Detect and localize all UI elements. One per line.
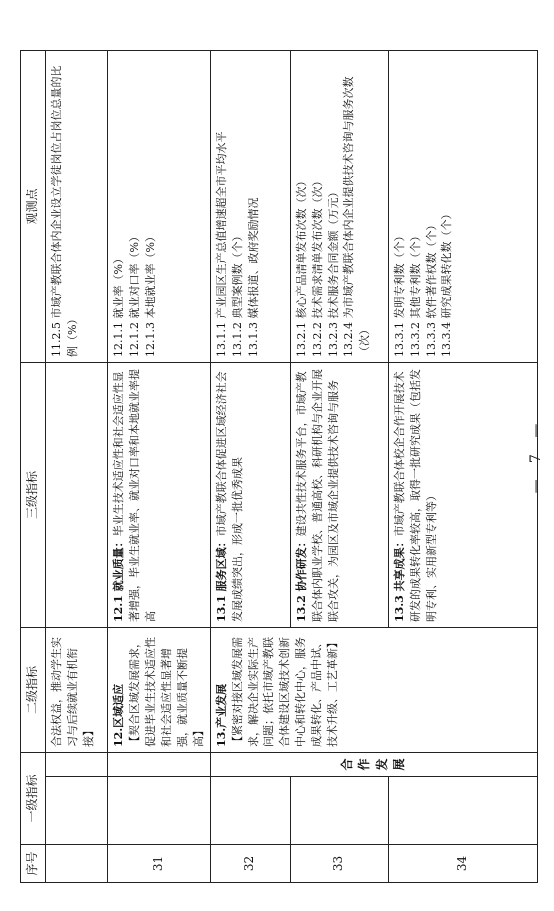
header-points: 观测点 [21,50,46,362]
points-cell [210,50,290,362]
point-item: 13.1.1 产业园区生产总值增速超全市平均水平 [214,131,228,357]
point-item: 13.3.4 研究成果转化数（个） [440,208,454,357]
row-seq: 33 [290,845,388,883]
header-level3: 三级指标 [21,362,46,627]
level1-empty [210,777,290,845]
level2-text: 【紧密对接区域发展需求，解决企业实际生产问题；依托市域产教联合体建设区域技术创新中心和转化中心，服务成果转化、产品中试、技术升级、工艺革新】 [230,636,340,747]
level2-name: 12.区域适应 [112,683,125,747]
level1-empty [108,777,211,845]
point-item: 13.3.1 发明专利数（个） [392,230,406,357]
level1-empty [388,777,537,845]
indicator-table [20,50,538,883]
level3-cell [108,362,211,627]
point-item: 13.2.1 核心产品清单发布次数（次） [294,175,308,357]
point-item: 12.1.2 就业对口率（%） [127,231,141,357]
points-cell [108,50,211,362]
header-row [21,50,46,882]
row-seq: 31 [108,845,211,883]
level1-group-cell [210,752,537,776]
points-cell [290,50,388,362]
level2-cell [46,627,108,752]
point-item: 11.2.5 市域产教联合体内企业设立学徒岗位占岗位总量的比例（%） [50,65,79,357]
points-cell [388,50,537,362]
level1-group: 合作发展 [340,758,407,771]
point-item: 12.1.3 本地就业率（%） [143,231,157,357]
row-seq: 34 [388,845,537,883]
level1-empty [290,777,388,845]
level3-text: 建设共性技术服务平台，市域产教联合体内职业学校、普通高校、科研机构与企业开展联合攻关，为园区及市域企业提供技术咨询与服务 [294,368,340,622]
point-item: 13.2.2 技术需求清单发布次数（次） [310,175,324,357]
level3-text: 毕业生技术适应性和社会适应性显著增强，毕业生就业率、就业对口率和本地就业率提高 [112,368,157,622]
level2-name: 13.产业发展 [214,683,228,747]
table-row [46,50,108,882]
level3-cell [290,362,388,627]
level1-empty [46,777,108,845]
level3-cell [210,362,290,627]
level3-label: 13.1 服务区域： [214,536,228,622]
level3-label: 12.1 就业质量： [112,536,125,622]
point-item: 12.1.1 就业率（%） [112,253,125,357]
point-item: 13.2.3 技术服务合同金额（万元） [326,186,340,357]
table-row [108,50,211,882]
page-number: — 7 — [528,417,544,494]
point-item: 13.3.2 其他专利数（个） [408,230,422,357]
row-seq: 32 [210,845,290,883]
level3-cell [46,362,108,627]
point-item: 13.1.3 媒体报道、政府奖励情况 [246,197,260,357]
points-cell [46,50,108,362]
level2-text: 合法权益，推动学生实习与后续就业有机衔接】 [50,636,95,747]
header-level2: 二级指标 [21,627,46,752]
level3-cell [388,362,537,627]
level3-text: 市域产教联合体促进区域经济社会发展成绩突出，形成一批优秀成果 [214,371,244,622]
level3-text: 市域产教联合体校企合作开展技术研发的成果转化率较高，取得一批研究成果（包括发明专利、实用新型专利等） [392,368,438,622]
level3-label: 13.3 共享成果： [392,536,406,622]
point-item: 13.3.3 软件著作权数（个） [424,219,438,357]
level1-sub-empty [46,752,108,776]
level2-text: 【契合区域发展需求，促进毕业生技术适应性和社会适应性显著增强，就业质量不断提高】 [127,636,205,747]
level2-cell [108,627,211,752]
header-seq: 序号 [21,845,46,883]
point-item: 13.1.2 典型案例数（个） [230,230,244,357]
table-row [210,50,290,882]
level3-label: 13.2 协作研发： [294,536,308,622]
row-seq [46,845,108,883]
level1-sub-empty [108,752,211,776]
point-item: 13.2.4 为市域产教联合体内企业提供技术咨询与服务次数（次） [342,76,372,357]
header-level1: 一级指标 [21,752,46,844]
level2-cell [210,627,537,752]
